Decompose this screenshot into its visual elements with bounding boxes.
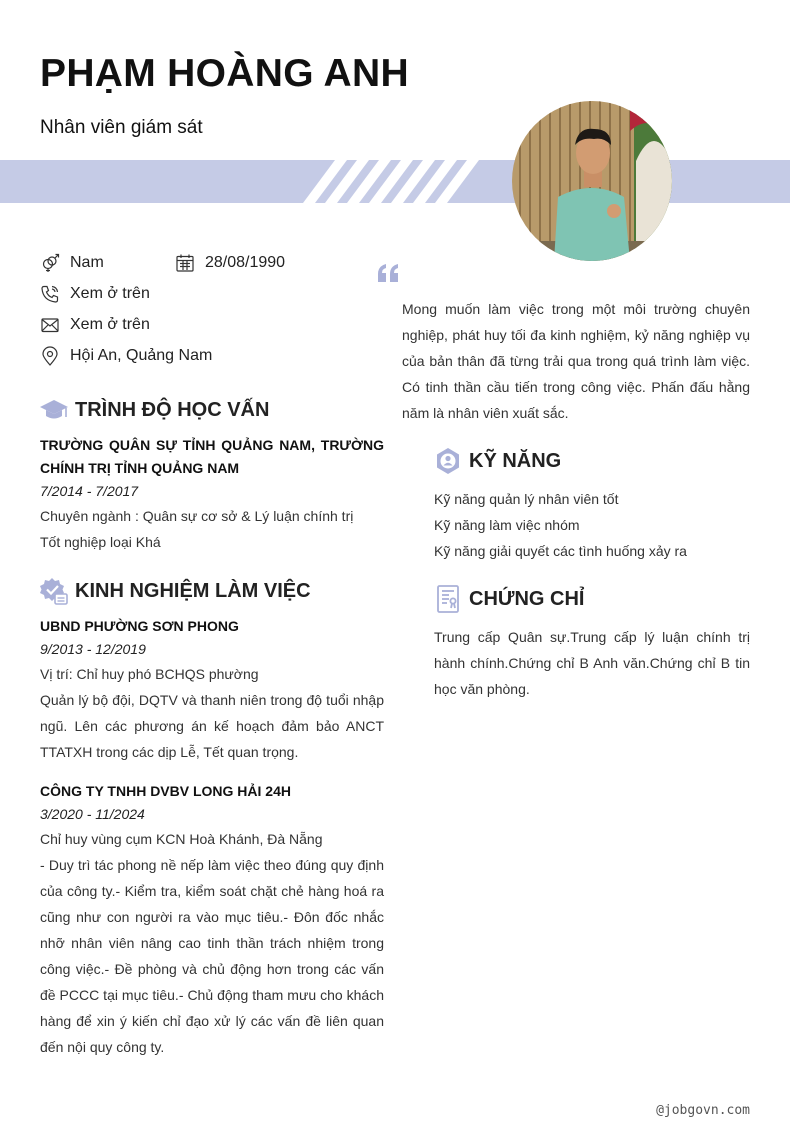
education-item (40, 434, 384, 555)
experience-item (40, 780, 384, 1060)
mail-icon (40, 315, 60, 335)
experience-position: Vị trí: Chỉ huy phó BCHQS phường (40, 666, 259, 682)
education-heading (39, 395, 269, 425)
company-name: CÔNG TY TNHH DVBV LONG HẢI 24H (40, 783, 291, 799)
certificates-text: Trung cấp Quân sự.Trung cấp lý luận chính trị hành chính.Chứng chỉ B Anh văn.Chứng chỉ B tin học văn phòng. (434, 629, 750, 697)
calendar-icon (175, 253, 195, 273)
school-name: TRƯỜNG QUÂN SỰ TỈNH QUẢNG NAM, TRƯỜNG CHÍNH TRỊ TỈNH QUẢNG NAM (40, 437, 384, 476)
skills-title: KỸ NĂNG (469, 449, 562, 472)
education-major: Chuyên ngành : Quân sự cơ sở & Lý luận chính trị (40, 508, 354, 524)
experience-description: Quản lý bộ đội, DQTV và thanh niên trong độ tuổi nhập ngũ. Lên các phương án kế hoạch đảm bảo ANCT TTATXH trong các dịp Lễ, Tết quan trọng. (40, 692, 384, 760)
skill-item: Kỹ năng quản lý nhân viên tốt (434, 491, 619, 507)
birthdate-row (175, 253, 285, 273)
company-name: UBND PHƯỜNG SƠN PHONG (40, 618, 239, 634)
certificates-title: CHỨNG CHỈ (469, 587, 585, 610)
career-summary: Mong muốn làm việc trong một môi trường chuyên nghiệp, phát huy tối đa kinh nghiệm, kỷ năng nghiệp vụ của bản thân đã từng trải qua trong quá trình làm việc. Có tinh thần cầu tiến trong công việc. Phấn đấu hằng năm là nhân viên xuất sắc. (402, 301, 750, 421)
badge-check-icon (39, 576, 69, 606)
skills-list (434, 486, 687, 564)
education-result: Tốt nghiệp loại Khá (40, 534, 161, 550)
location-icon (40, 346, 60, 366)
phone-value: Xem ở trên (70, 285, 150, 302)
gender-row (40, 253, 104, 273)
email-value: Xem ở trên (70, 316, 150, 333)
experience-title: KINH NGHIỆM LÀM VIỆC (75, 579, 311, 602)
experience-description: - Duy trì tác phong nề nếp làm việc theo đúng quy định của công ty.- Kiểm tra, kiểm soát chặt chẻ hàng hoá ra cũng như con người ra vào mục tiêu.- Đôn đốc nhắc nhỡ nhân viên nâng cao tinh thần trách nhiệm trong công việc.- Đề phòng và chủ động hơn trong các vấn đề PCCC tại mục tiêu.- Chủ động tham mưu cho khách hàng để xin ý kiến chỉ đạo xử lý các vấn đề liên quan đến nội quy công ty. (40, 857, 384, 1055)
education-title: TRÌNH ĐỘ HỌC VẤN (75, 398, 270, 421)
skill-item: Kỹ năng giải quyết các tình huống xảy ra (434, 543, 687, 559)
experience-period: 9/2013 - 12/2019 (40, 641, 146, 657)
phone-icon (40, 284, 60, 304)
experience-item (40, 615, 384, 765)
gender-value: Nam (70, 254, 104, 271)
skill-item: Kỹ năng làm việc nhóm (434, 517, 580, 533)
gender-icon (40, 253, 60, 273)
experience-period: 3/2020 - 11/2024 (40, 806, 145, 822)
address-row (40, 346, 212, 366)
quote-icon (376, 262, 402, 284)
skill-gear-icon (433, 446, 463, 476)
graduation-cap-icon (39, 395, 69, 425)
skills-heading (433, 446, 561, 476)
candidate-name: PHẠM HOÀNG ANH (40, 52, 409, 95)
address-value: Hội An, Quảng Nam (70, 347, 213, 364)
experience-heading (39, 576, 311, 606)
certificates-heading (433, 584, 584, 614)
avatar (512, 101, 672, 261)
footer-watermark: @jobgovn.com (656, 1103, 750, 1118)
certificate-icon (433, 584, 463, 614)
email-row (40, 315, 150, 335)
birthdate-value: 28/08/1990 (205, 254, 286, 271)
experience-position: Chỉ huy vùng cụm KCN Hoà Khánh, Đà Nẵng (40, 831, 323, 847)
phone-row (40, 284, 150, 304)
job-title: Nhân viên giám sát (40, 117, 203, 138)
education-period: 7/2014 - 7/2017 (40, 483, 139, 499)
